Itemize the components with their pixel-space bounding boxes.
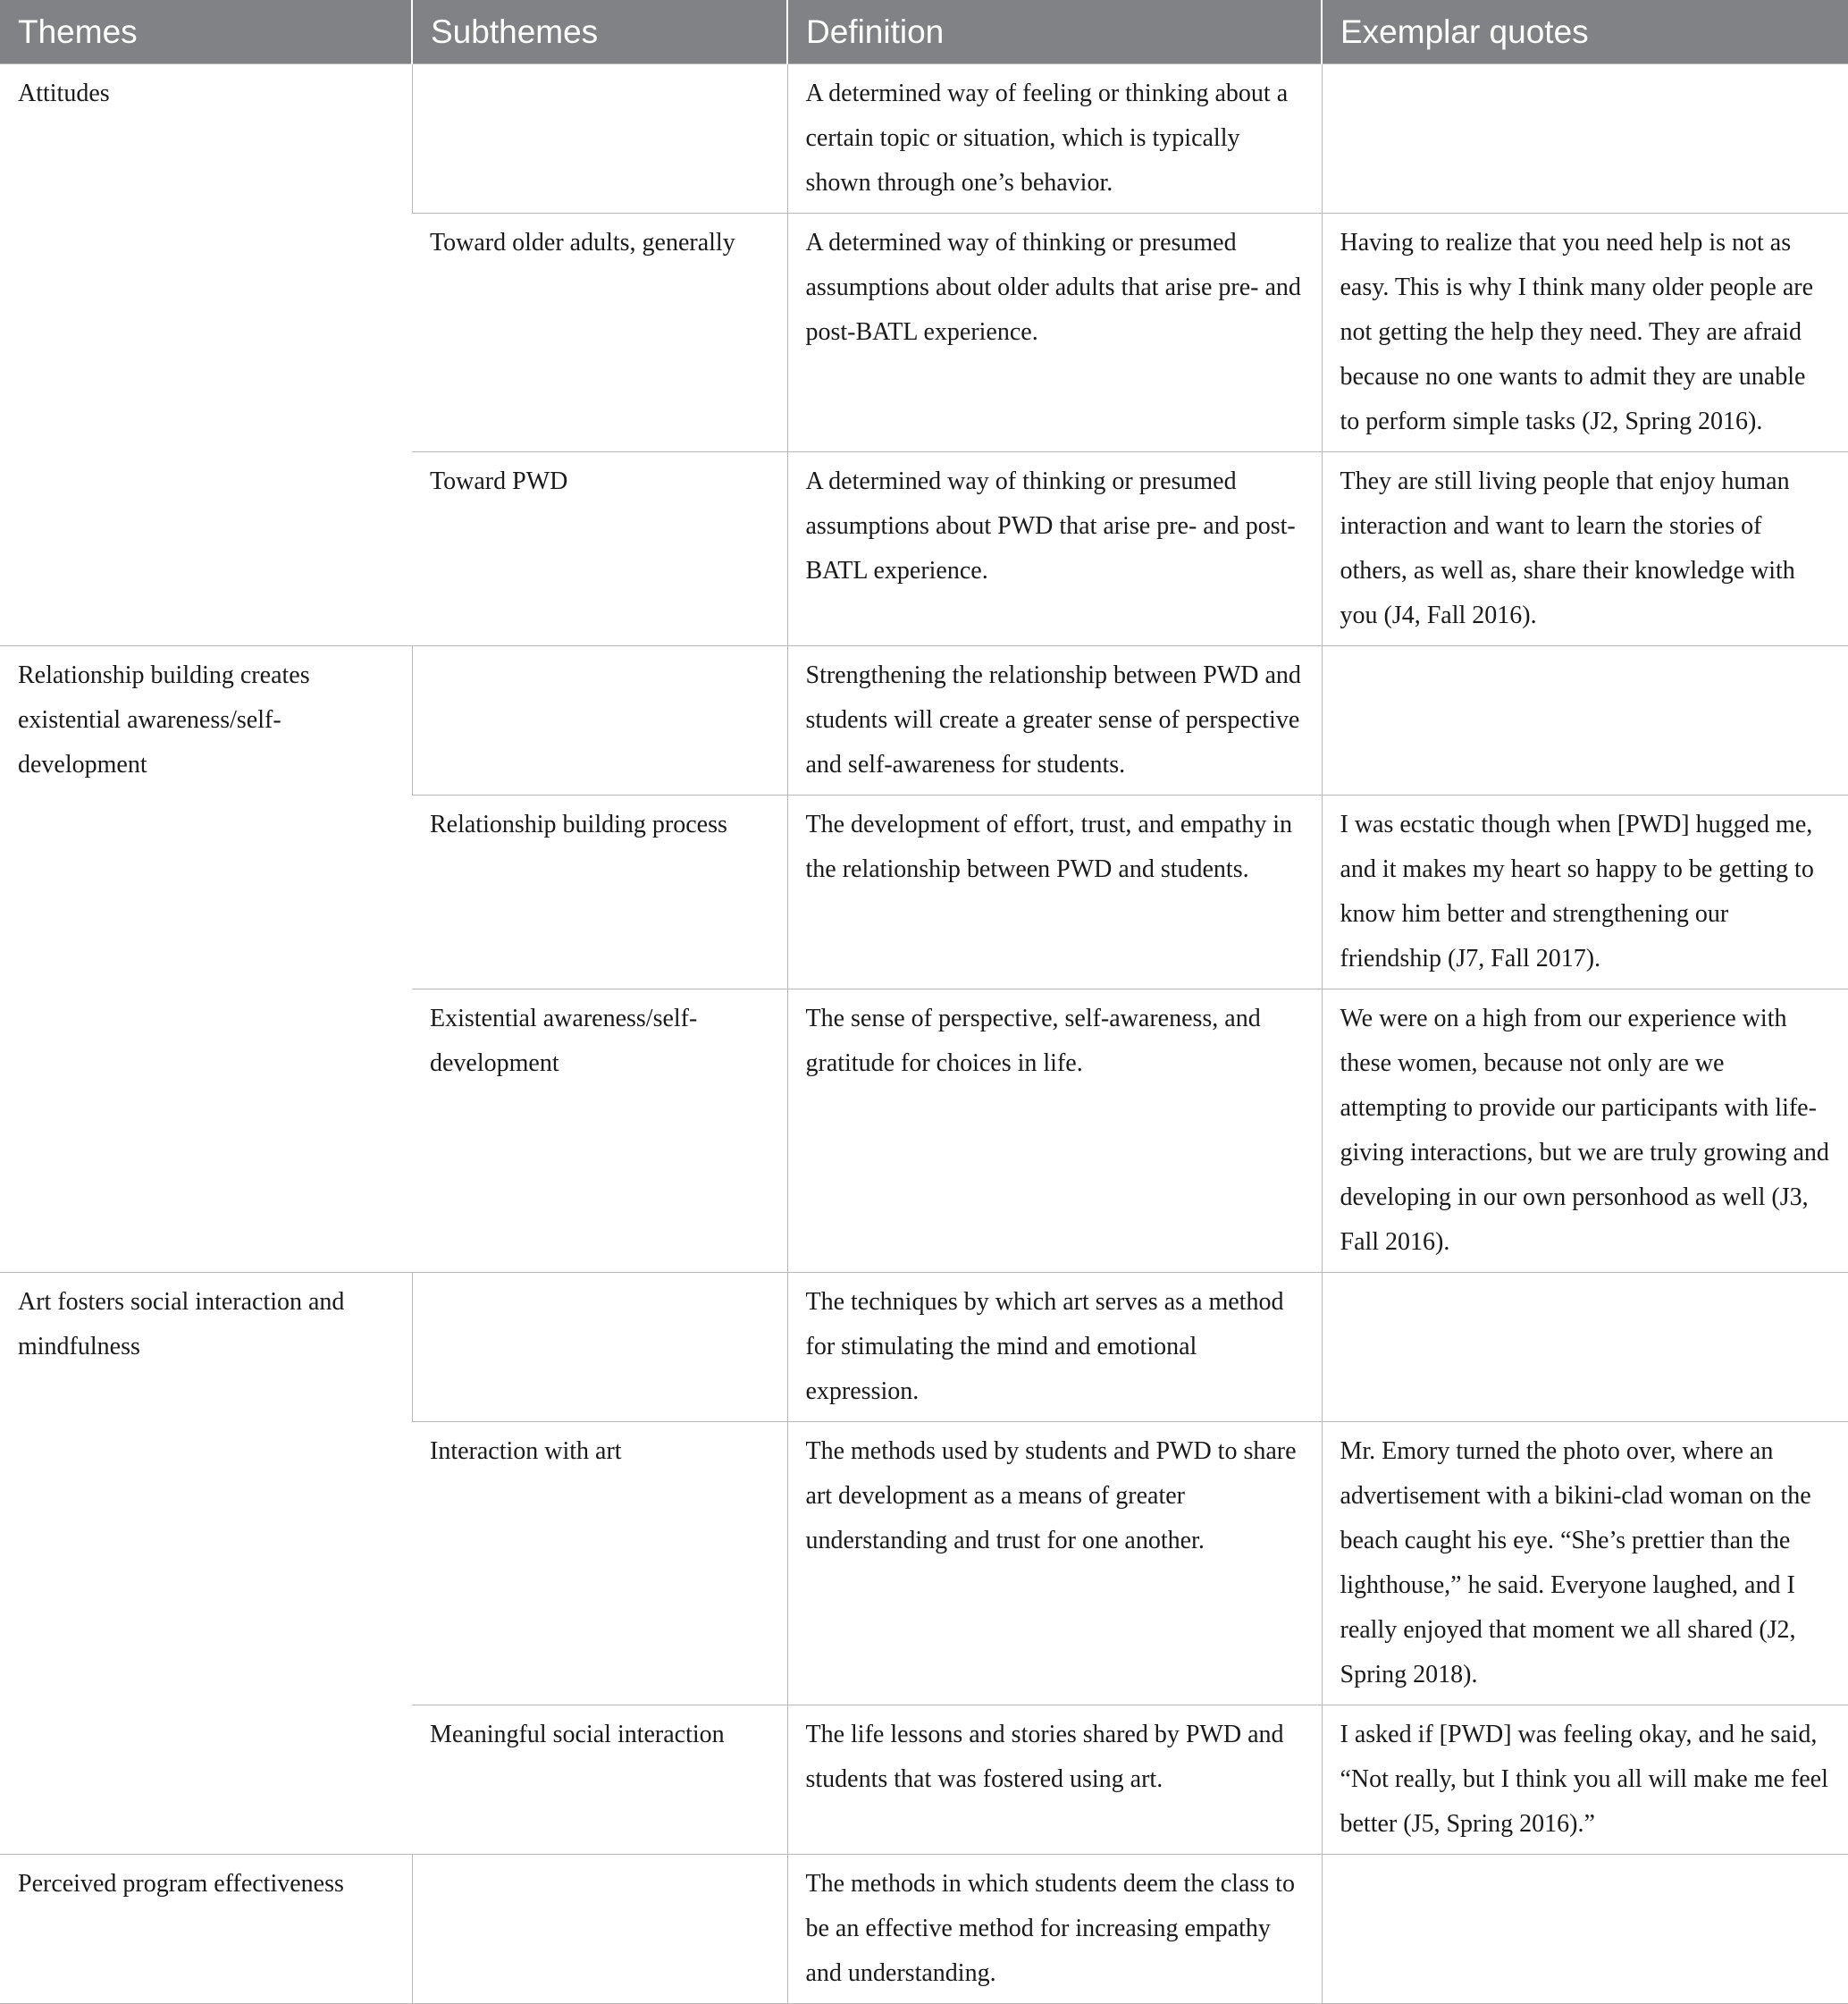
definition-cell: The methods in which students deem the class to be an effective method for increasing empathy and understanding.: [787, 1855, 1322, 2004]
theme-cell: Attitudes: [0, 64, 412, 646]
header-row: [0, 0, 1848, 64]
theme-cell: Art fosters social interaction and mindfulness: [0, 1273, 412, 1855]
themes-header: Themes: [0, 0, 412, 64]
subtheme-cell: Meaningful social interaction: [412, 1705, 787, 1855]
subtheme-cell: Toward older adults, generally: [412, 214, 787, 452]
definition-header: Definition: [787, 0, 1322, 64]
subtheme-cell: [412, 64, 787, 214]
subtheme-cell: Toward PWD: [412, 452, 787, 646]
subtheme-cell: [412, 646, 787, 796]
quote-cell: They are still living people that enjoy human interaction and want to learn the stories of others, as well as, share their knowledge with you (J4, Fall 2016).: [1322, 452, 1848, 646]
theme-cell: Relationship building creates existential awareness/self-development: [0, 646, 412, 1273]
quotes-header: Exemplar quotes: [1322, 0, 1848, 64]
quote-cell: I asked if [PWD] was feeling okay, and he said, “Not really, but I think you all will make me feel better (J5, Spring 2016).”: [1322, 1705, 1848, 1855]
quote-cell: Mr. Emory turned the photo over, where an advertisement with a bikini-clad woman on the beach caught his eye. “She’s prettier than the lighthouse,” he said. Everyone laughed, and I really enjoyed that moment we all shared (J2, Spring 2018).: [1322, 1422, 1848, 1705]
quote-cell: [1322, 1273, 1848, 1422]
definition-cell: The development of effort, trust, and empathy in the relationship between PWD and students.: [787, 796, 1322, 989]
subthemes-header: Subthemes: [412, 0, 787, 64]
definition-cell: The life lessons and stories shared by PWD and students that was fostered using art.: [787, 1705, 1322, 1855]
quote-cell: Having to realize that you need help is not as easy. This is why I think many older people are not getting the help they need. They are afraid because no one wants to admit they are unable to perform simple tasks (J2, Spring 2016).: [1322, 214, 1848, 452]
definition-cell: A determined way of thinking or presumed assumptions about older adults that arise pre- and post-BATL experience.: [787, 214, 1322, 452]
definition-cell: A determined way of feeling or thinking about a certain topic or situation, which is typically shown through one’s behavior.: [787, 64, 1322, 214]
definition-cell: The methods used by students and PWD to share art development as a means of greater understanding and trust for one another.: [787, 1422, 1322, 1705]
theme-cell: Perceived program effectiveness: [0, 1855, 412, 2004]
subtheme-cell: Existential awareness/self-development: [412, 989, 787, 1273]
table-row: [0, 1855, 1848, 2004]
subtheme-cell: [412, 1273, 787, 1422]
quote-cell: I was ecstatic though when [PWD] hugged me, and it makes my heart so happy to be getting to know him better and strengthening our friendship (J7, Fall 2017).: [1322, 796, 1848, 989]
table-row: [0, 64, 1848, 214]
table-row: [0, 646, 1848, 796]
subtheme-cell: Interaction with art: [412, 1422, 787, 1705]
definition-cell: The techniques by which art serves as a method for stimulating the mind and emotional expression.: [787, 1273, 1322, 1422]
quote-cell: [1322, 1855, 1848, 2004]
quote-cell: [1322, 64, 1848, 214]
subtheme-cell: Relationship building process: [412, 796, 787, 989]
definition-cell: A determined way of thinking or presumed assumptions about PWD that arise pre- and post-BATL experience.: [787, 452, 1322, 646]
quote-cell: We were on a high from our experience with these women, because not only are we attempting to provide our participants with life-giving interactions, but we are truly growing and developing in our own personhood as well (J3, Fall 2016).: [1322, 989, 1848, 1273]
subtheme-cell: [412, 1855, 787, 2004]
quote-cell: [1322, 646, 1848, 796]
definition-cell: The sense of perspective, self-awareness, and gratitude for choices in life.: [787, 989, 1322, 1273]
table-row: [0, 1273, 1848, 1422]
definition-cell: Strengthening the relationship between PWD and students will create a greater sense of perspective and self-awareness for students.: [787, 646, 1322, 796]
